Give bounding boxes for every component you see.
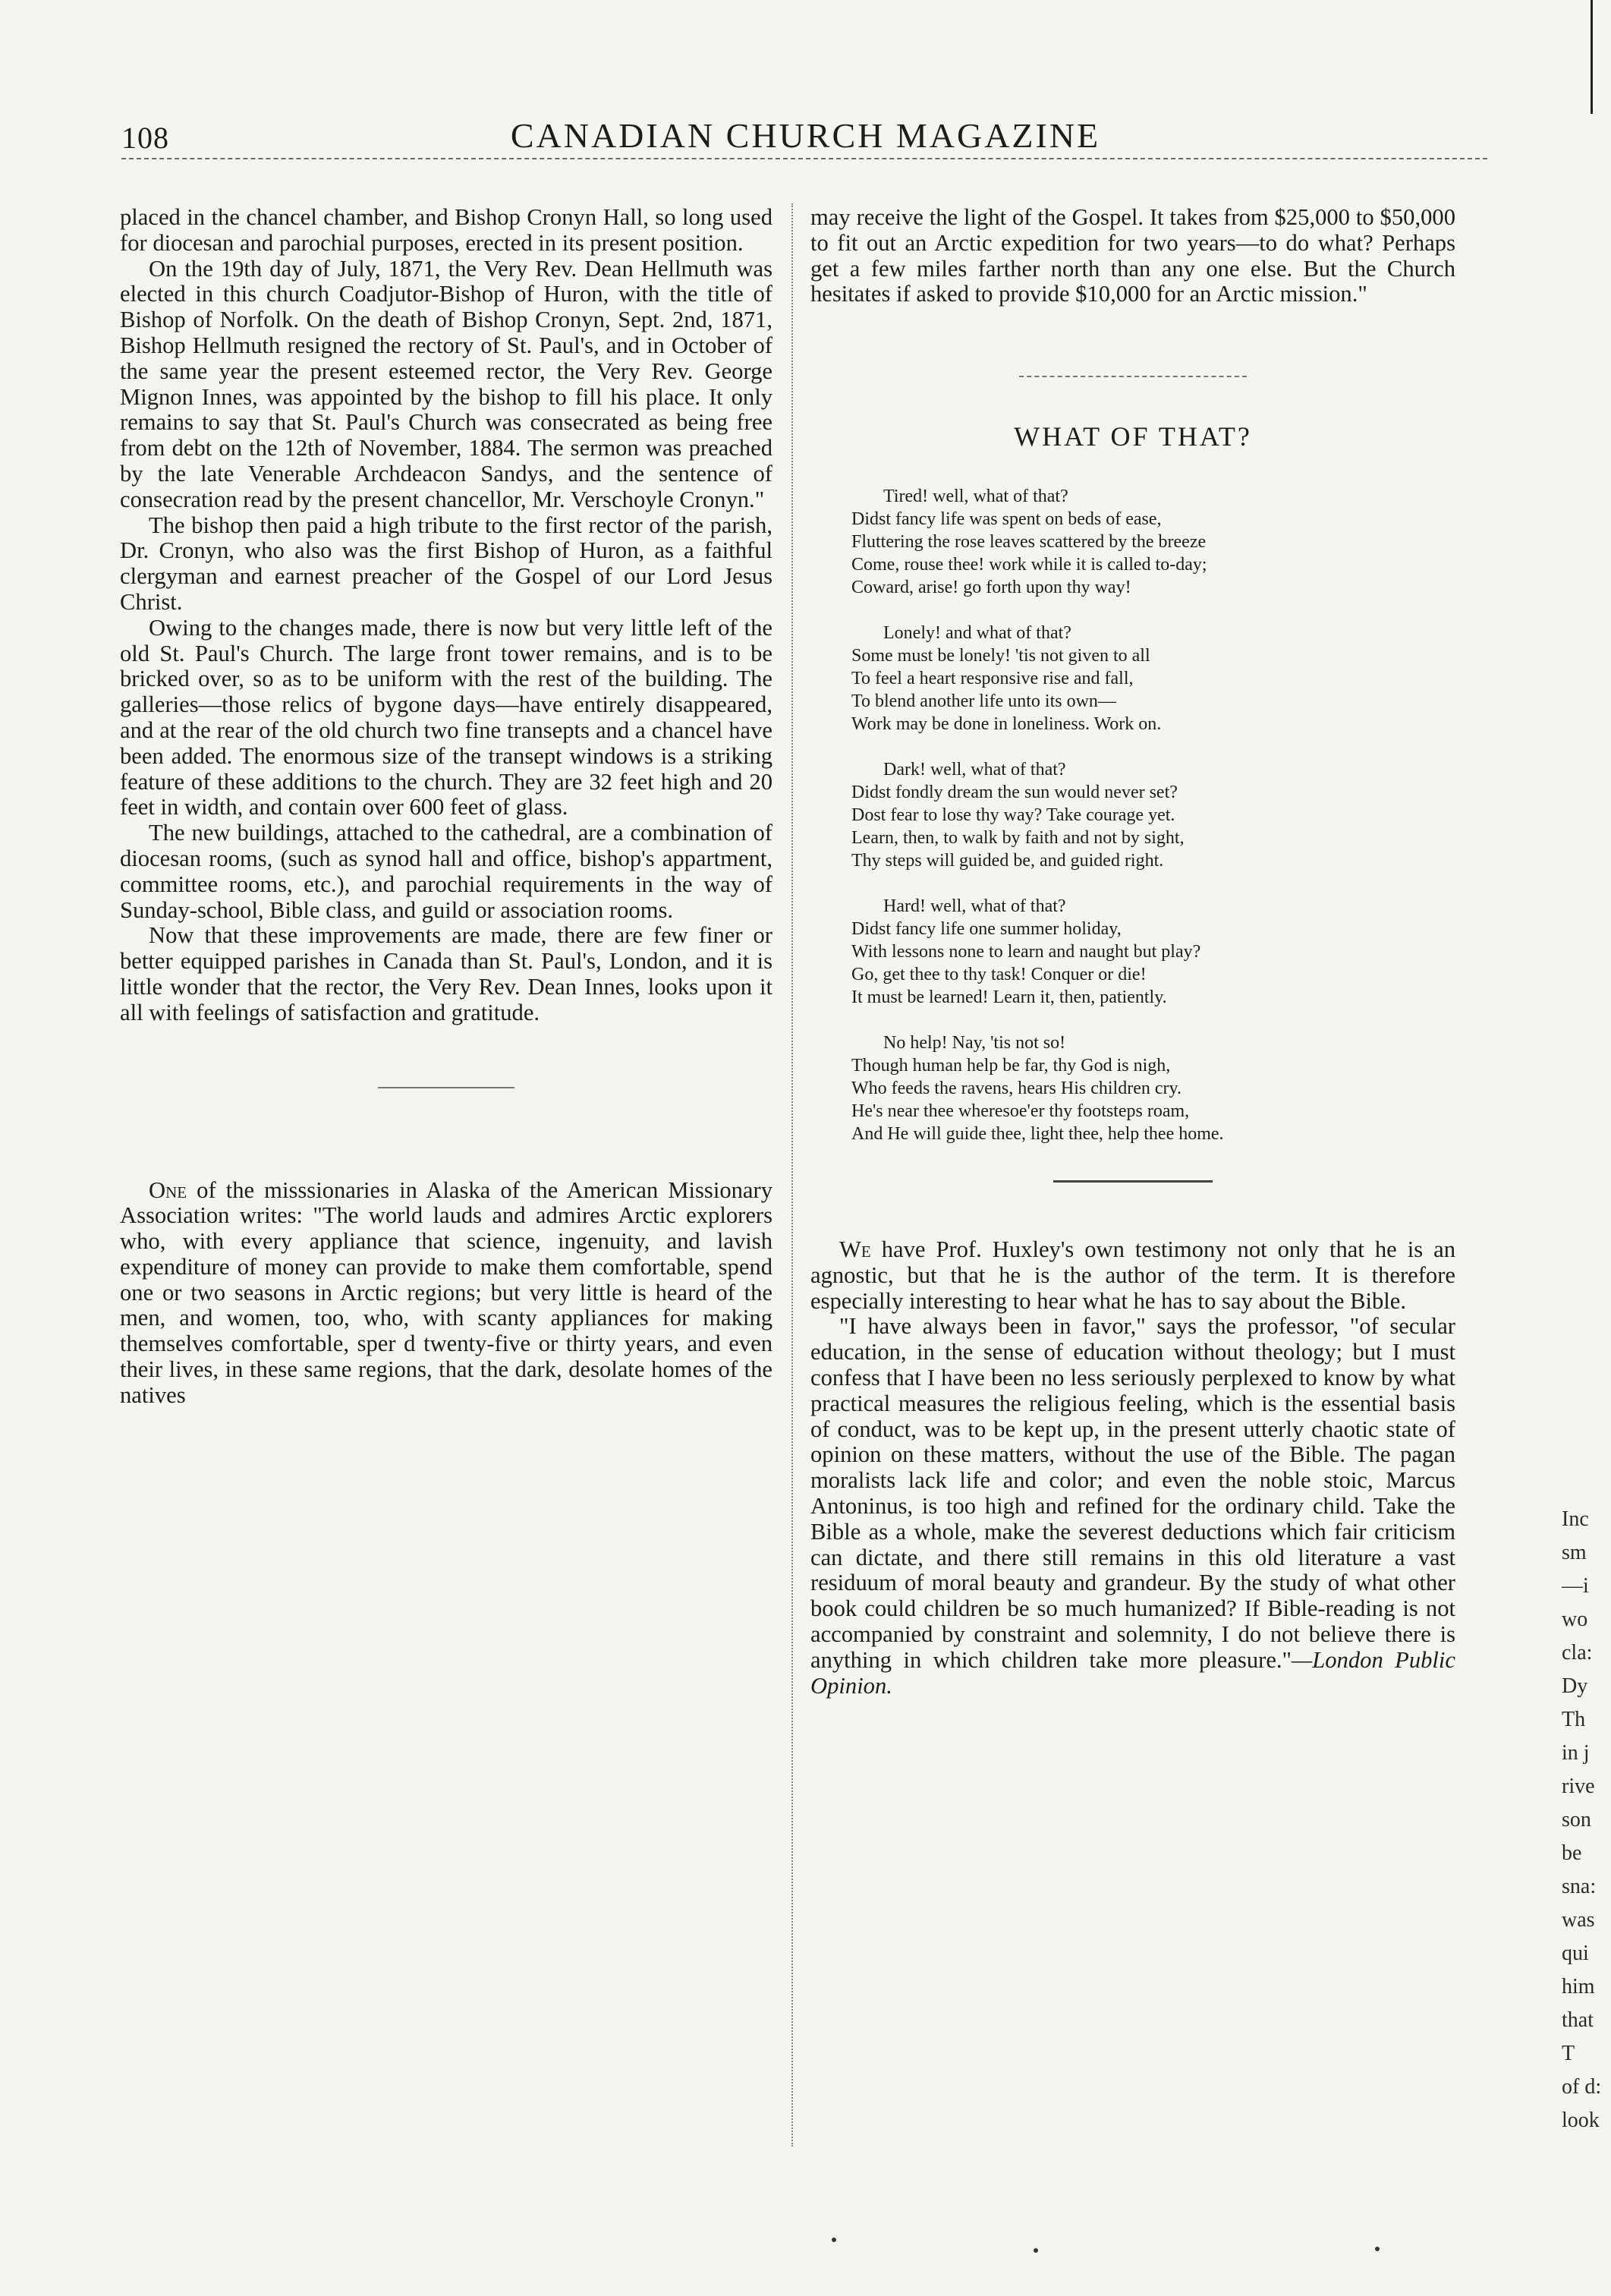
paragraph: placed in the chancel chamber, and Bishop Cronyn Hall, so long used for diocesan and parochial purposes, erected in its present position. [120, 204, 772, 256]
poem-line: No help! Nay, 'tis not so! [883, 1032, 1066, 1053]
poem-line: Learn, then, to walk by faith and not by sight, [851, 827, 1185, 848]
margin-fragment: look [1562, 2109, 1600, 2132]
print-speck [832, 2238, 836, 2242]
poem-stanza [851, 895, 1455, 1009]
margin-fragment: Th [1562, 1708, 1586, 1731]
margin-fragment: of d: [1562, 2075, 1602, 2099]
margin-fragment: —i [1562, 1574, 1589, 1598]
margin-fragment: rive [1562, 1775, 1595, 1798]
poem-stanza [851, 1031, 1455, 1145]
poem-line: Work may be done in loneliness. Work on. [851, 713, 1162, 734]
margin-fragment: son [1562, 1808, 1591, 1831]
section-separator [1053, 1180, 1213, 1183]
section-separator [378, 1087, 514, 1088]
paragraph: The bishop then paid a high tribute to the first rector of the parish, Dr. Cronyn, who also was the first Bishop of Huron, as a faithful clergyman and earnest preacher of the Gospel of our Lord Jesus Christ. [120, 512, 772, 615]
poem-line: He's near thee wheresoe'er thy footsteps roam, [851, 1101, 1190, 1121]
paragraph: Now that these improvements are made, there are few finer or better equipped parishes in Canada than St. Paul's, London, and it is little wonder that the rector, the Very Rev. Dean Innes, looks upon it all with feelings of satisfaction and gratitude. [120, 922, 772, 1025]
adjacent-page-margin [1562, 1503, 1607, 2137]
print-speck [1034, 2248, 1038, 2253]
paragraph: The new buildings, attached to the cathedral, are a combination of diocesan rooms, (such as synod hall and office, bishop's appartment, committee rooms, etc.), and parochial requirements in the way of Sunday-school, Bible class, and guild or association rooms. [120, 820, 772, 923]
margin-fragment: Dy [1562, 1674, 1588, 1698]
poem-line: With lessons none to learn and naught but play? [851, 941, 1201, 962]
poem-stanza [851, 622, 1455, 735]
poem-line: Didst fancy life one summer holiday, [851, 918, 1122, 939]
poem-line: Thy steps will guided be, and guided right. [851, 850, 1164, 871]
header-rule [121, 158, 1487, 159]
poem-line: It must be learned! Learn it, then, patiently. [851, 987, 1167, 1007]
paragraph: On the 19th day of July, 1871, the Very Rev. Dean Hellmuth was elected in this church Coadjutor-Bishop of Huron, with the title of Bishop of Norfolk. On the death of Bishop Cronyn, Sept. 2nd, 1871, Bishop Hellmuth resigned the rectory of St. Paul's, and in October of the same year the present esteemed rector, the Very Rev. George Mignon Innes, was appointed by the bishop to fill his place. It only remains to say that St. Paul's Church was consecrated as being free from debt on the 12th of November, 1884. The sermon was preached by the late Venerable Archdeacon Sandys, and the sentence of consecration read by the present chancellor, Mr. Verschoyle Cronyn." [120, 255, 772, 512]
poem-line: Some must be lonely! 'tis not given to all [851, 645, 1150, 666]
poem-line: And He will guide thee, light thee, help thee home. [851, 1123, 1224, 1144]
margin-fragment: cla: [1562, 1641, 1593, 1665]
poem-stanza [851, 485, 1455, 599]
poem-line: Dost fear to lose thy way? Take courage yet. [851, 805, 1175, 825]
paragraph: Owing to the changes made, there is now but very little left of the old St. Paul's Church. The large front tower remains, and is to be bricked over, so as to be uniform with the rest of the building. The galleries—those relics of bygone days—have entirely disappeared, and at the rear of the old church two fine transepts and a chancel have been added. The enormous size of the transept windows is a striking feature of these additions to the church. They are 32 feet high and 20 feet in width, and contain over 600 feet of glass. [120, 614, 772, 820]
edge-rule [1591, 0, 1593, 114]
poem-line: Though human help be far, thy God is nigh, [851, 1055, 1171, 1076]
left-column [120, 205, 772, 1409]
paragraph-text: have Prof. Huxley's own testimony not only that he is an agnostic, but that he is the author of the term. It is therefore especially interesting to hear what he has to say about the Bible. [810, 1236, 1455, 1314]
poem-line: Lonely! and what of that? [883, 622, 1071, 643]
margin-fragment: him [1562, 1975, 1595, 1998]
poem [810, 485, 1455, 1145]
poem-line: Didst fancy life was spent on beds of ease, [851, 509, 1162, 529]
paragraph [120, 1178, 772, 1409]
page-number: 108 [121, 121, 169, 155]
paragraph [810, 1314, 1455, 1699]
poem-line: Fluttering the rose leaves scattered by the breeze [851, 531, 1207, 552]
poem-line: Hard! well, what of that? [883, 896, 1066, 916]
margin-fragment: sna: [1562, 1875, 1597, 1898]
print-speck [1375, 2247, 1380, 2251]
poem-line: To blend another life unto its own— [851, 691, 1116, 711]
margin-fragment: was [1562, 1908, 1595, 1932]
source-citation: —London Public Opinion. [810, 1646, 1455, 1699]
poem-line: Come, rouse thee! work while it is called to-day; [851, 554, 1207, 575]
running-head: CANADIAN CHURCH MAGAZINE [510, 116, 1101, 155]
paragraph: may receive the light of the Gospel. It takes from $25,000 to $50,000 to fit out an Arctic expedition for two years—to do what? Perhaps get a few miles farther north than any one else. But the Church hesitates if asked to provide $10,000 for an Arctic mission." [810, 204, 1455, 307]
lead-word: We [839, 1236, 871, 1262]
poem-line: Who feeds the ravens, hears His children cry. [851, 1078, 1182, 1098]
margin-fragment: T [1562, 2042, 1575, 2065]
poem-line: Dark! well, what of that? [883, 759, 1066, 780]
margin-fragment: be [1562, 1841, 1582, 1865]
poem-line: Tired! well, what of that? [883, 486, 1068, 506]
lead-word: One [149, 1176, 187, 1203]
margin-fragment: wo [1562, 1608, 1588, 1631]
margin-fragment: in j [1562, 1741, 1590, 1765]
poem-line: Didst fondly dream the sun would never set? [851, 782, 1178, 802]
paragraph-text: of the misssionaries in Alaska of the American Missionary Association writes: "The world lauds and admires Arctic explorers who, with every appliance that science, ingenuity, and lavish expenditure of money can provide to make them comfortable, spend one or two seasons in Arctic regions; but very little is heard of the men, and women, too, who, with scanty appliances for making themselves comfortable, sper d twenty-five or thirty years, and even their lives, in these same regions, that the dark, desolate homes of the natives [120, 1176, 772, 1408]
column-divider [791, 203, 793, 2146]
poem-title: WHAT OF THAT? [1014, 421, 1252, 452]
poem-line: Coward, arise! go forth upon thy way! [851, 577, 1131, 597]
poem-stanza [851, 758, 1455, 872]
margin-fragment: qui [1562, 1942, 1589, 1965]
margin-fragment: sm [1562, 1541, 1587, 1564]
poem-line: Go, get thee to thy task! Conquer or die! [851, 964, 1147, 984]
section-separator [1019, 376, 1247, 377]
right-column [810, 205, 1455, 1699]
quotation-text: "I have always been in favor," says the professor, "of secular education, in the sense of education without theology; but I must confess that I have been no less seriously perplexed to know by what practical measures the religious feeling, which is the essential basis of conduct, was to be kept up, in the present utterly chaotic state of opinion on these matters, without the use of the Bible. The pagan moralists lack life and color; and even the noble stoic, Marcus Antoninus, is too high and refined for the ordinary child. Take the Bible as a whole, make the severest deductions which fair criticism can dictate, and there still remains in this old literature a vast residuum of moral beauty and grandeur. By the study of what other book could children be so much humanized? If Bible-reading is not accompanied by constraint and solemnity, I do not believe there is anything in which children take more pleasure." [810, 1313, 1455, 1673]
margin-fragment: that [1562, 2008, 1594, 2032]
margin-fragment: Inc [1562, 1507, 1589, 1531]
poem-line: To feel a heart responsive rise and fall, [851, 668, 1134, 688]
paragraph [810, 1237, 1455, 1314]
